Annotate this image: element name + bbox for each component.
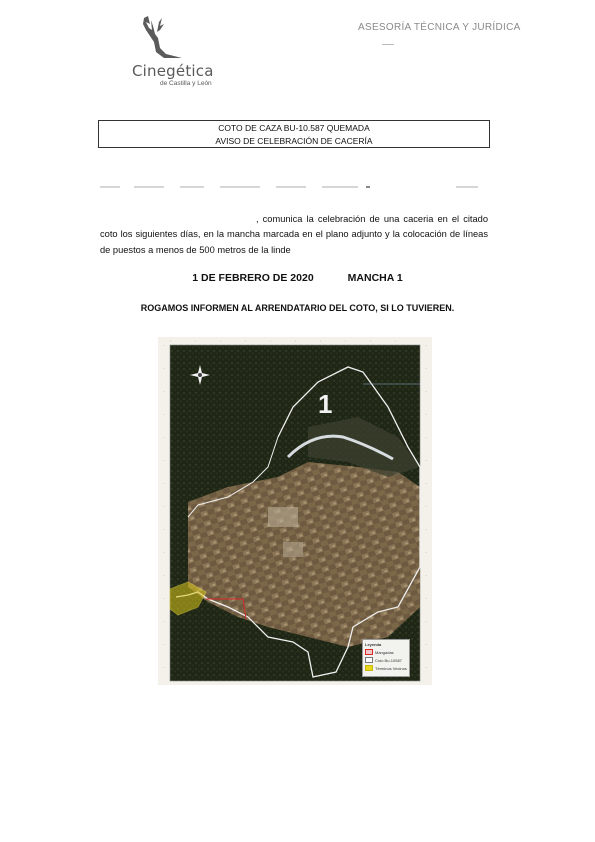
title-line-1: COTO DE CAZA BU-10.587 QUEMADA bbox=[218, 123, 370, 133]
body-paragraph bbox=[100, 212, 488, 258]
notice-text: ROGAMOS INFORMEN AL ARRENDATARIO DEL COTO, SI LO TUVIEREN. bbox=[140, 303, 455, 313]
legend-item bbox=[365, 657, 407, 663]
legend-swatch bbox=[365, 657, 373, 663]
brand-name: Cinegética bbox=[132, 62, 214, 80]
redacted-line bbox=[100, 186, 480, 190]
legend-title: Leyenda bbox=[365, 642, 382, 647]
deer-icon bbox=[138, 14, 188, 60]
header-firm-name: ASESORÍA TÉCNICA Y JURÍDICA bbox=[358, 22, 521, 33]
body-text: , comunica la celebración de una caceria en el citado coto los siguientes días, en la mancha marcada en el plano adjunto y la colocación de líneas de puestos a menos de 500 metros de la linde bbox=[100, 214, 488, 255]
legend-item bbox=[365, 649, 407, 655]
title-line-2: AVISO DE CELEBRACIÓN DE CACERÍA bbox=[215, 136, 373, 146]
title-box bbox=[98, 120, 490, 148]
legend-label: Mangadas bbox=[375, 649, 394, 655]
legend-swatch bbox=[365, 649, 373, 655]
event-line bbox=[0, 272, 595, 284]
legend-swatch bbox=[365, 665, 373, 671]
legend-item bbox=[365, 665, 407, 671]
legend-label: Términos Vecinos bbox=[375, 665, 407, 671]
brand-subtitle: de Castilla y León bbox=[160, 80, 212, 87]
legend-label: Coto Bu-10587 bbox=[375, 657, 402, 663]
event-mancha: MANCHA 1 bbox=[347, 272, 403, 284]
hunting-area-map bbox=[158, 337, 432, 685]
map-zone-label: 1 bbox=[318, 389, 333, 419]
map-image bbox=[158, 337, 432, 685]
header-divider bbox=[382, 44, 394, 45]
logo bbox=[130, 14, 250, 94]
map-legend bbox=[362, 639, 410, 677]
event-date: 1 DE FEBRERO DE 2020 bbox=[192, 272, 314, 284]
